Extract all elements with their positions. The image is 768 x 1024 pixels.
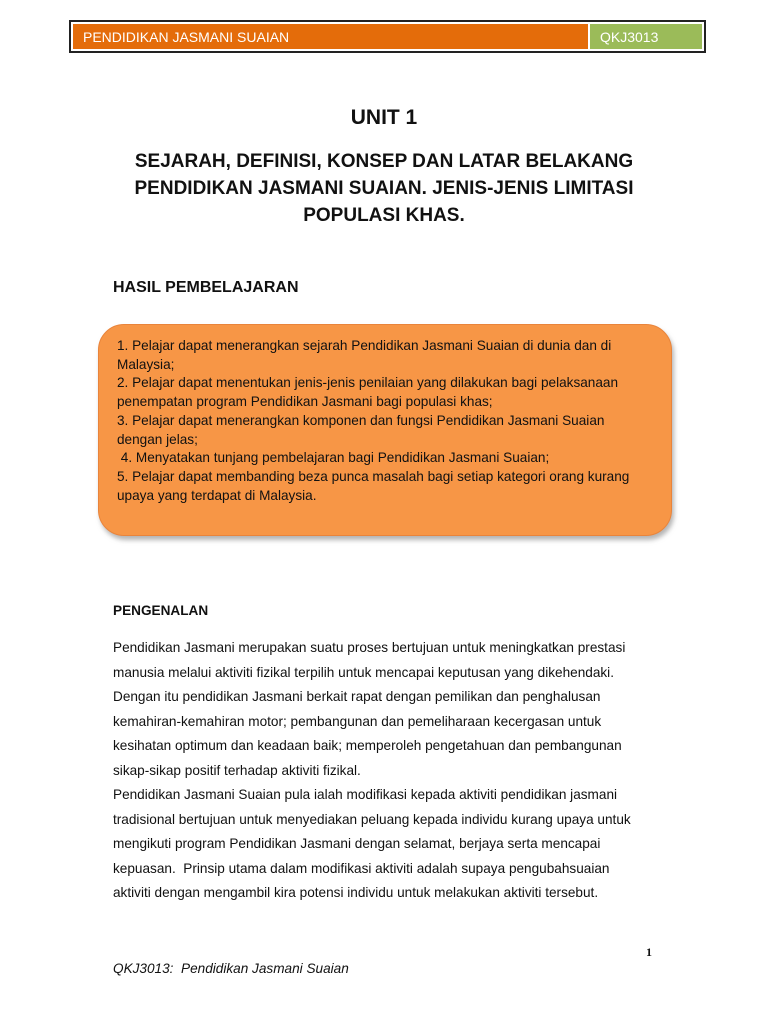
learning-outcomes-heading: HASIL PEMBELAJARAN [113,279,299,296]
outcome-line: upaya yang terdapat di Malaysia. [117,487,317,503]
outcome-line: 4. Menyatakan tunjang pembelajaran bagi Pendidikan Jasmani Suaian; [117,450,550,466]
main-title-line: SEJARAH, DEFINISI, KONSEP DAN LATAR BELAKANG [134,151,634,172]
outcome-line: 2. Pelajar dapat menentukan jenis-jenis penilaian yang dilakukan bagi pelaksanaan [117,375,619,391]
paragraph-line: kesihatan optimum dan keadaan baik; memperoleh pengetahuan dan pembangunan [113,738,622,753]
page-number: 1 [646,945,652,959]
paragraph-line: Pendidikan Jasmani Suaian pula ialah modifikasi kepada aktiviti pendidikan jasmani [113,787,618,802]
page-header [69,20,706,53]
outcome-line: 1. Pelajar dapat menerangkan sejarah Pendidikan Jasmani Suaian di dunia dan di [117,338,612,353]
main-title-line: PENDIDIKAN JASMANI SUAIAN. JENIS-JENIS LIMITASI [134,178,634,199]
paragraph-line: aktiviti dengan mengambil kira potensi individu untuk melakukan aktiviti tersebut. [113,885,599,900]
main-title [90,148,678,229]
introduction-heading: PENGENALAN [113,603,209,618]
paragraph-line: manusia melalui aktiviti fizikal terpilih untuk mencapai keputusan yang dikehendaki. [113,664,614,680]
outcome-line: 5. Pelajar dapat membanding beza punca masalah bagi setiap kategori orang kurang [117,468,630,484]
unit-title: UNIT 1 [350,106,418,129]
outcome-line: 3. Pelajar dapat menerangkan komponen dan fungsi Pendidikan Jasmani Suaian [117,412,605,428]
introduction-body [113,636,673,906]
paragraph-line: tradisional bertujuan untuk menyediakan peluang kepada individu kurang upaya untuk [113,811,631,827]
header-course-code: QKJ3013 [590,24,702,49]
outcome-line: dengan jelas; [117,431,198,447]
paragraph-line: Dengan itu pendidikan Jasmani berkait rapat dengan pemilikan dan penghalusan [113,689,601,704]
footer-text: QKJ3013: Pendidikan Jasmani Suaian [113,961,349,976]
outcome-line: Malaysia; [117,356,175,372]
outcome-line: penempatan program Pendidikan Jasmani bagi populasi khas; [117,394,493,410]
header-course-name: PENDIDIKAN JASMANI SUAIAN [73,24,588,49]
paragraph-line: sikap-sikap positif terhadap aktiviti fizikal. [113,762,361,778]
paragraph-line: Pendidikan Jasmani merupakan suatu proses bertujuan untuk meningkatkan prestasi [113,640,626,655]
learning-outcomes-box [98,324,672,536]
paragraph-line: mengikuti program Pendidikan Jasmani dengan selamat, berjaya serta mencapai [113,836,601,851]
paragraph-line: kemahiran-kemahiran motor; pembangunan dan pemeliharaan kecergasan untuk [113,713,602,729]
main-title-line: POPULASI KHAS. [303,205,465,226]
paragraph-line: kepuasan. Prinsip utama dalam modifikasi aktiviti adalah supaya pengubahsuaian [113,860,610,876]
